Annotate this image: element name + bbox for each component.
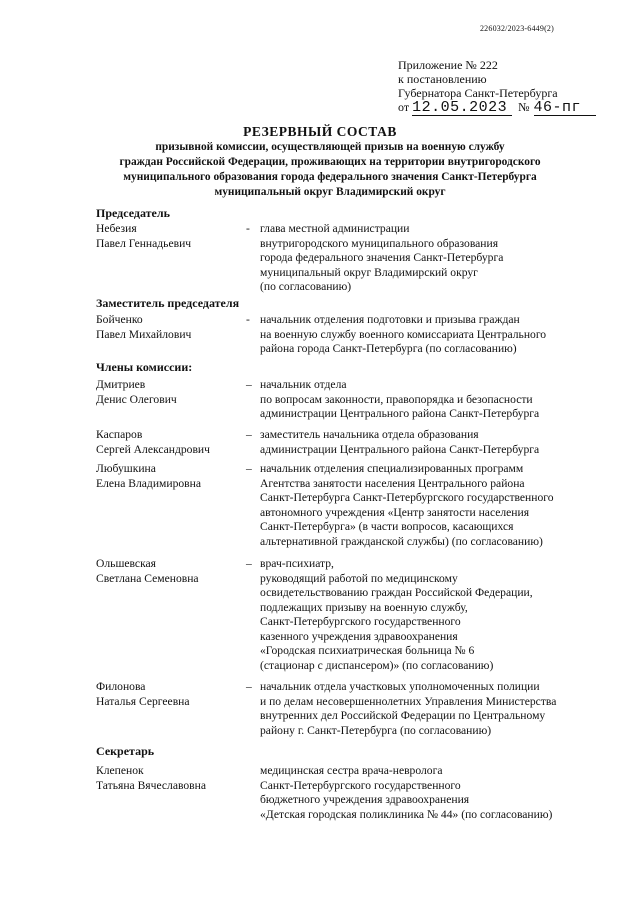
- member-role: [260, 378, 596, 422]
- document-title: РЕЗЕРВНЫЙ СОСТАВ: [243, 124, 397, 139]
- role-line: внутригородского муниципального образования: [260, 236, 499, 250]
- role-line: подлежащих призыву на военную службу,: [260, 600, 468, 614]
- subtitle-line: муниципальный округ Владимирский округ: [214, 186, 446, 198]
- member-given-names: Светлана Семеновна: [96, 571, 199, 585]
- member-name: [96, 428, 256, 457]
- role-line: бюджетного учреждения здравоохранения: [260, 793, 470, 806]
- subtitle-line: муниципального образования города федерального значения Санкт-Петербурга: [123, 171, 537, 183]
- decree-number: 46-пг: [534, 101, 596, 116]
- role-line: врач-психиатр,: [260, 557, 334, 570]
- role-line: альтернативной гражданской службы) (по согласованию): [260, 534, 543, 548]
- member-surname: Любушкина: [96, 462, 156, 475]
- appendix-line-1: Приложение № 222: [398, 58, 498, 72]
- role-line: Санкт-Петербургского государственного: [260, 778, 461, 792]
- member-dash: –: [246, 462, 252, 475]
- member-given-names: Павел Геннадьевич: [96, 236, 192, 250]
- from-label: от: [398, 100, 410, 114]
- appendix-line-2: к постановлению: [398, 72, 487, 86]
- role-line: Санкт-Петербурга» (в части вопросов, касающихся: [260, 520, 514, 533]
- subtitle-line: граждан Российской Федерации, проживающих на территории внутригородского: [119, 156, 541, 168]
- member-surname: Дмитриев: [96, 378, 146, 391]
- member-surname: Каспаров: [96, 428, 143, 441]
- member-name: [96, 680, 256, 709]
- section-heading-members: Члены комиссии:: [96, 360, 193, 374]
- role-line: муниципальный округ Владимирский округ: [260, 265, 478, 279]
- role-line: освидетельствованию граждан Российской Федерации,: [260, 586, 533, 599]
- member-role: [260, 222, 596, 295]
- member-name: [96, 557, 256, 586]
- member-given-names: Татьяна Вячеславовна: [96, 778, 206, 792]
- role-line: казенного учреждения здравоохранения: [260, 629, 458, 643]
- subtitle-line: призывной комиссии, осуществляющей призыв на военную службу: [155, 141, 505, 153]
- member-dash: –: [246, 680, 252, 693]
- section-heading-deputy: Заместитель председателя: [96, 296, 240, 310]
- member-name: [96, 462, 256, 491]
- role-line: начальник отделения подготовки и призыва граждан: [260, 313, 520, 326]
- member-surname: Небезия: [96, 222, 137, 235]
- section-heading-secretary: Секретарь: [96, 744, 155, 758]
- member-name: [96, 378, 256, 407]
- member-role: [260, 557, 596, 673]
- role-line: администрации Центрального района Санкт-Петербурга: [260, 407, 540, 420]
- member-dash: –: [246, 378, 252, 391]
- member-role: [260, 680, 596, 738]
- role-line: района города Санкт-Петербурга (по согласованию): [260, 342, 517, 355]
- member-dash: –: [246, 428, 252, 441]
- role-line: (по согласованию): [260, 280, 352, 293]
- member-role: [260, 764, 596, 822]
- number-label: №: [518, 100, 530, 114]
- role-line: начальник отделения специализированных программ: [260, 462, 524, 475]
- member-dash: -: [246, 313, 250, 326]
- member-name: [96, 764, 256, 793]
- role-line: Санкт-Петербургского государственного: [260, 615, 461, 628]
- document-registration-number: 226032/2023-6449(2): [479, 24, 554, 33]
- appendix-requisites: [398, 100, 628, 116]
- member-surname: Клепенок: [96, 764, 144, 777]
- member-role: [260, 462, 596, 549]
- role-line: и по делам несовершеннолетних Управления Министерства: [260, 694, 557, 708]
- member-surname: Ольшевская: [96, 557, 157, 570]
- role-line: медицинская сестра врача-невролога: [260, 764, 443, 777]
- role-line: (стационар с диспансером)» (по согласованию): [260, 658, 494, 672]
- role-line: начальник отдела участковых уполномоченных полиции: [260, 680, 540, 693]
- member-name: [96, 222, 256, 251]
- role-line: руководящий работой по медицинскому: [260, 571, 458, 585]
- role-line: Агентства занятости населения Центрального района: [260, 476, 525, 490]
- role-line: на военную службу военного комиссариата Центрального: [260, 327, 547, 341]
- role-line: автономного учреждения «Центр занятости населения: [260, 505, 530, 519]
- decree-date: 12.05.2023: [412, 101, 512, 116]
- role-line: начальник отдела: [260, 378, 347, 391]
- section-heading-chairman: Председатель: [96, 206, 170, 220]
- member-role: [260, 428, 596, 457]
- role-line: Санкт-Петербурга Санкт-Петербургского государственного: [260, 491, 554, 504]
- role-line: внутренних дел Российской Федерации по Центральному: [260, 709, 546, 722]
- role-line: району г. Санкт-Петербурга (по согласованию): [260, 723, 492, 737]
- role-line: администрации Центрального района Санкт-Петербурга: [260, 442, 540, 456]
- member-given-names: Сергей Александрович: [96, 442, 210, 456]
- role-line: глава местной администрации: [260, 222, 410, 235]
- member-role: [260, 313, 596, 357]
- document-subtitle: [70, 140, 590, 200]
- member-given-names: Павел Михайлович: [96, 327, 192, 341]
- member-dash: –: [246, 557, 252, 570]
- member-given-names: Елена Владимировна: [96, 476, 201, 490]
- role-line: «Детская городская поликлиника № 44» (по согласованию): [260, 807, 553, 821]
- member-dash: -: [246, 222, 250, 235]
- member-given-names: Денис Олегович: [96, 392, 177, 406]
- role-line: по вопросам законности, правопорядка и безопасности: [260, 392, 533, 406]
- appendix-line-3: Губернатора Санкт-Петербурга: [398, 86, 558, 100]
- member-given-names: Наталья Сергеевна: [96, 694, 190, 708]
- member-surname: Бойченко: [96, 313, 143, 326]
- member-surname: Филонова: [96, 680, 146, 693]
- role-line: «Городская психиатрическая больница № 6: [260, 644, 475, 657]
- role-line: заместитель начальника отдела образования: [260, 428, 479, 441]
- role-line: города федерального значения Санкт-Петербурга: [260, 251, 504, 264]
- member-name: [96, 313, 256, 342]
- appendix-header: [398, 58, 628, 116]
